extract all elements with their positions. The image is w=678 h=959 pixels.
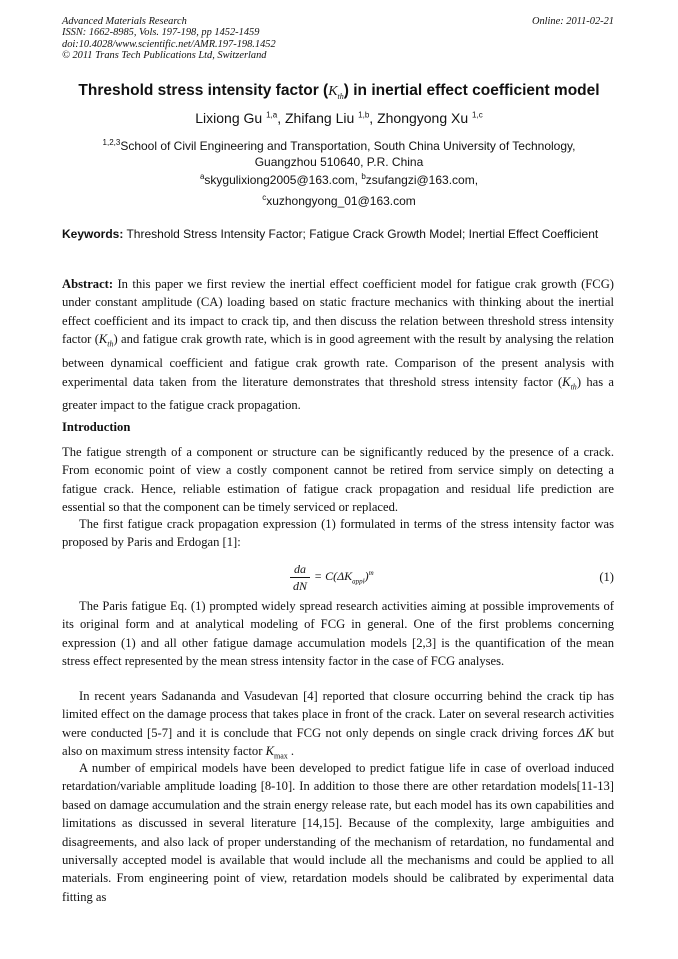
author-sup: 1,c bbox=[472, 110, 483, 120]
email-c[interactable]: xuzhongyong_01@163.com bbox=[266, 194, 416, 208]
author-name: Zhongyong Xu bbox=[377, 110, 469, 126]
keywords bbox=[62, 228, 614, 242]
journal-header bbox=[62, 16, 614, 62]
equation-fraction: da dN bbox=[290, 562, 310, 593]
copyright-line: © 2011 Trans Tech Publications Ltd, Switzerland bbox=[62, 50, 267, 62]
email-line-2: $^c$xuzhongyong_01@163.com bbox=[262, 193, 416, 208]
author-sup: 1,a bbox=[266, 110, 278, 120]
author-name: Lixiong Gu bbox=[195, 110, 263, 126]
email-line-1: $^a$skygulixiong2005@163.com, $^b$zsufangzi@163.com, bbox=[199, 172, 479, 187]
keywords-text: Threshold Stress Intensity Factor; Fatigue Crack Growth Model; Inertial Effect Coefficient bbox=[123, 227, 599, 241]
author-list: Lixiong Gu $^{1,a}$, Zhifang Liu $^{1,b}$, Zhongyong Xu $^{1,c}$ bbox=[195, 110, 483, 126]
abstract: Abstract: In this paper we first review the inertial effect coefficient model for fatigue crak growth (FCG) under constant amplitude (CA) loading based on static fracture mechanics with thinking about the inertial effect coefficient and its impact to crack tip, and then discuss the relation between threshold stress intensity factor $(K_{th})$ and fatigue crak growth rate, which is in good agreement with the result by analysing the relation between dynamical coefficient and fatigue crak growth rate. Comparison of the present analysis with experimental data taken from the literature demonstrates that threshold stress intensity factor $(K_{th})$ has a greater impact to the fatigue crack propagation. bbox=[62, 277, 615, 413]
keywords-label: Keywords: bbox=[62, 227, 124, 241]
paper-title: Threshold stress intensity factor $(K_{th})$ in inertial effect coefficient model bbox=[78, 82, 600, 101]
email-b[interactable]: zsufangzi@163.com, bbox=[365, 173, 479, 187]
equation-1 bbox=[62, 560, 614, 596]
journal-name: Advanced Materials Research bbox=[62, 16, 187, 27]
intro-paragraph-1: The fatigue strength of a component or structure can be significantly reduced by the presence of a crack. From economic point of view a costly component cannot be retired from service simply on detecting a fatigue crack. Hence, reliable estimation of fatigue crack propagation and residual life prediction are essential so that the component can be timely serviced or replaced. bbox=[62, 445, 614, 515]
intro-paragraph-5: A number of empirical models have been developed to predict fatigue life in case of overload induced retardation/variable amplitude loading [8-10]. In addition to those there are other retardation models[11-13] based on damage accumulation and the strain energy release rate, but each model has its own capabilities and limitations as discussed in several literature [14,15]. Because of the complexity, large ambiguities and disagreements, and also lack of proper understanding of the mechanism of retardation, no fundamental and universally accepted model is available that would include all the mechanisms and could be applied to all materials. From engineering point of view, retardation models should be calibrated by experimental data fitting as bbox=[62, 761, 614, 904]
abstract-label: Abstract: bbox=[62, 277, 114, 291]
intro-paragraph-4: In recent years Sadananda and Vasudevan [4] reported that closure occurring behind the crack tip has limited effect on the damage process that takes place in front of the crack. Later on several research activities were conducted [5-7] and it is conclude that FCG not only depends on single crack driving forces ΔK but also on maximum stress intensity factor $K_{max}$ . bbox=[62, 689, 614, 761]
doi-line[interactable]: doi:10.4028/www.scientific.net/AMR.197-198.1452 bbox=[62, 38, 276, 50]
intro-paragraph-3: The Paris fatigue Eq. (1) prompted widely spread research activities aiming at possible improvements of its original form and at analytical modeling of FCG in general. One of the first problems concerning expression (1) and all other fatigue damage accumulation models [2,3] is the quantification of the mean stress effect represented by the mean stress intensity factor in the case of FCG analyses. bbox=[62, 599, 614, 669]
online-date: Online: 2011-02-21 bbox=[531, 16, 614, 27]
affiliation: $^{1,2,3}$School of Civil Engineering and Transportation, South China University of Technology, Guangzhou 510640, P.R. China bbox=[102, 138, 576, 169]
issn-line: ISSN: 1662-8985, Vols. 197-198, pp 1452-1459 bbox=[62, 27, 260, 39]
equation-rhs: = $C(\Delta K_{appl})^m$ bbox=[314, 569, 374, 586]
email-a[interactable]: skygulixiong2005@163.com, bbox=[204, 173, 362, 187]
author-name: Zhifang Liu bbox=[285, 110, 355, 126]
intro-paragraph-2: The first fatigue crack propagation expression (1) formulated in terms of the stress intensity factor was proposed by Paris and Erdogan [1]: bbox=[62, 517, 614, 550]
title-symbol: $K_{th}$ bbox=[328, 84, 344, 101]
section-heading-introduction: Introduction bbox=[62, 420, 131, 434]
equation-number: (1) bbox=[599, 570, 614, 584]
author-sup: 1,b bbox=[358, 110, 370, 120]
